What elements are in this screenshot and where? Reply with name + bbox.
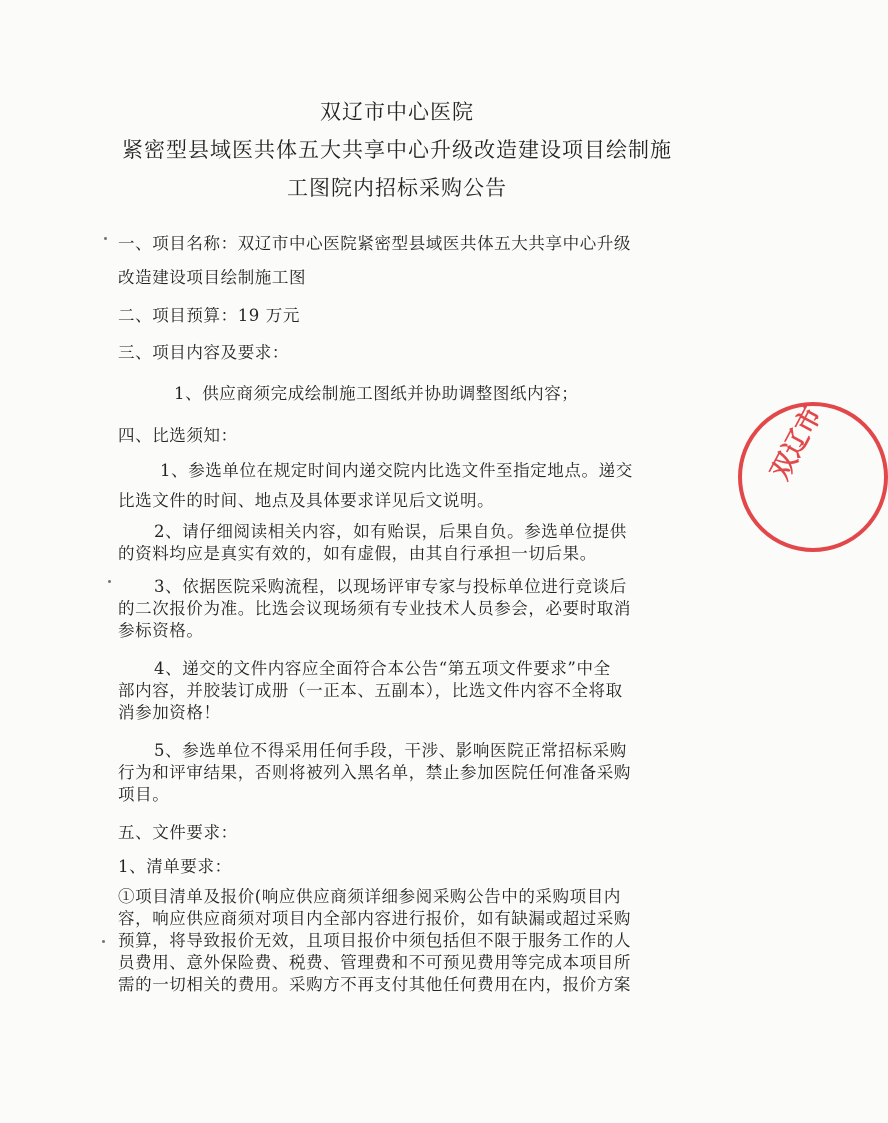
text-line: 5、参选单位不得采用任何手段，干涉、影响医院正常招标采购	[154, 741, 627, 760]
text-line: 2、请仔细阅读相关内容，如有贻误，后果自负。参选单位提供	[154, 522, 627, 541]
text-line: 3、依据医院采购流程，以现场评审专家与投标单位进行竞谈后	[154, 577, 627, 596]
scan-speck	[102, 940, 105, 943]
scan-speck	[108, 580, 111, 583]
project-name-line2: 改造建设项目绘制施工图	[118, 268, 307, 287]
hospital-title: 双辽市中心医院	[320, 100, 474, 124]
scan-speck	[104, 237, 107, 240]
announcement-title-line2: 工图院内招标采购公告	[287, 176, 507, 200]
section4-item4	[118, 658, 678, 724]
section4-heading: 四、比选须知：	[118, 426, 238, 445]
text-line: 部内容，并胶装订成册（一正本、五副本），比选文件内容不全将取	[118, 681, 623, 700]
project-name-line1: 一、项目名称：双辽市中心医院紧密型县域医共体五大共享中心升级	[118, 234, 631, 253]
section4-item5	[118, 740, 678, 806]
official-seal	[738, 402, 888, 552]
text-line: 消参加资格！	[118, 703, 221, 722]
text-line: 预算，将导致报价无效，且项目报价中须包括但不限于服务工作的人	[118, 931, 631, 950]
section5-heading: 五、文件要求：	[118, 823, 238, 842]
section4-item3	[118, 576, 678, 642]
text-line: 参标资格。	[118, 621, 204, 640]
text-line: 1、参选单位在规定时间内递交院内比选文件至指定地点。递交	[160, 461, 633, 480]
text-line: 的资料均应是真实有效的，如有虚假，由其自行承担一切后果。	[118, 544, 597, 563]
text-line: 需的一切相关的费用。采购方不再支付其他任何费用在内，报价方案	[118, 975, 631, 994]
section3-item1: 1、供应商须完成绘制施工图纸并协助调整图纸内容；	[174, 384, 579, 403]
text-line: 员费用、意外保险费、税费、管理费和不可预见费用等完成本项目所	[118, 953, 631, 972]
text-line: ①项目清单及报价(响应供应商须详细参阅采购公告中的采购项目内	[118, 887, 621, 906]
text-line: 容，响应供应商须对项目内全部内容进行报价，如有缺漏或超过采购	[118, 909, 631, 928]
announcement-title-line1: 紧密型县域医共体五大共享中心升级改造建设项目绘制施	[122, 138, 672, 162]
section3-heading: 三、项目内容及要求：	[118, 343, 289, 362]
seal-text: 双辽市	[765, 401, 829, 485]
section4-item1	[118, 456, 678, 516]
text-line: 比选文件的时间、地点及具体要求详见后文说明。	[118, 491, 495, 510]
text-line: 行为和评审结果，否则将被列入黑名单，禁止参加医院任何准备采购	[118, 763, 631, 782]
text-line: 项目。	[118, 785, 170, 804]
text-line: 的二次报价为准。比选会议现场须有专业技术人员参会，必要时取消	[118, 599, 631, 618]
project-budget: 二、项目预算：19 万元	[118, 306, 300, 325]
section4-item2	[118, 521, 678, 565]
text-line: 4、递交的文件内容应全面符合本公告“第五项文件要求”中全	[154, 659, 611, 678]
section5-item1	[118, 886, 678, 996]
section5-sub1: 1、清单要求：	[118, 857, 232, 876]
